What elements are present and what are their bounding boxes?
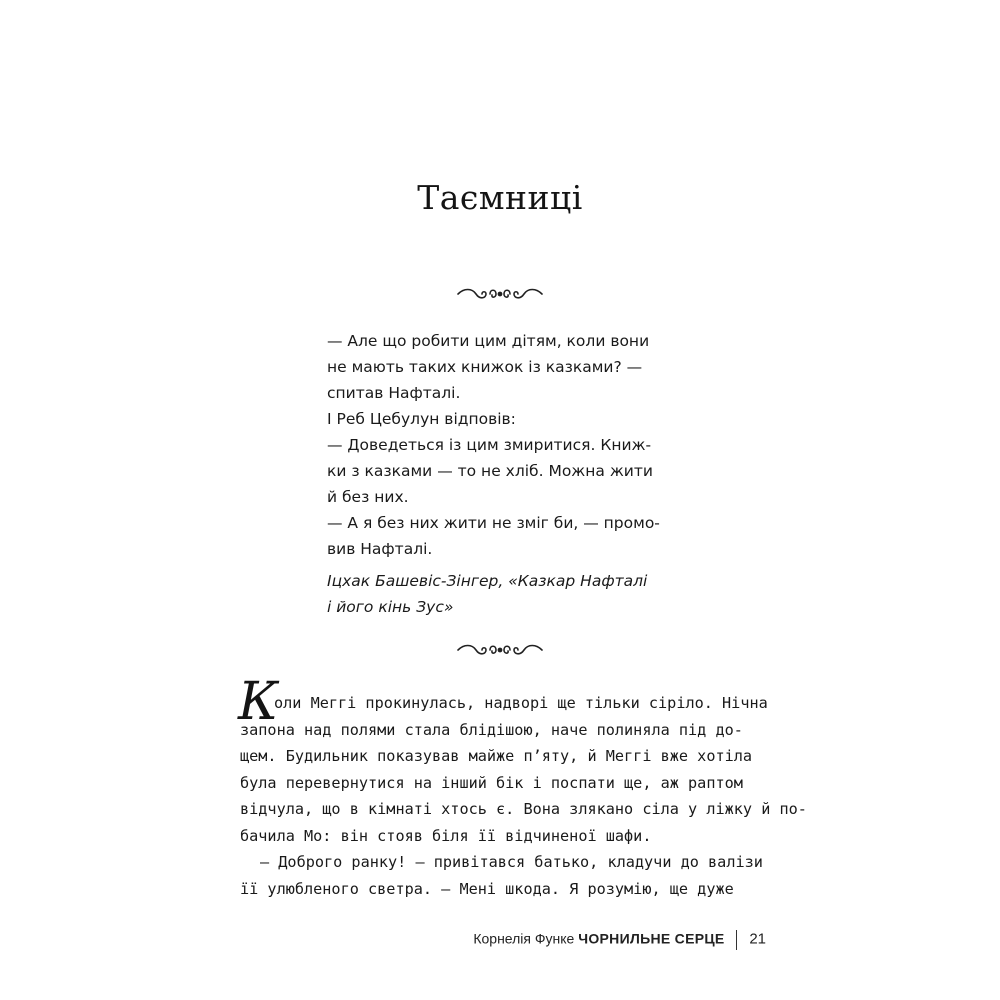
chapter-title: Таємниці bbox=[417, 178, 583, 217]
flourish-ornament-icon bbox=[450, 640, 550, 660]
body-line: — Доброго ранку! — привітався батько, кладучи до валізи bbox=[260, 853, 763, 871]
drop-cap: К bbox=[238, 672, 279, 732]
body-line: запона над полями стала блідішою, наче полиняла під до- bbox=[240, 720, 743, 739]
footer-book-title: ЧОРНИЛЬНЕ СЕРЦЕ bbox=[578, 930, 725, 947]
epigraph-line: спитав Нафталі. bbox=[327, 384, 461, 402]
footer-separator bbox=[736, 930, 737, 950]
epigraph-line: ки з казками — то не хліб. Можна жити bbox=[327, 462, 653, 480]
flourish-ornament-icon bbox=[450, 284, 550, 304]
epigraph-line: — Але що робити цим дітям, коли вони bbox=[327, 332, 650, 350]
running-footer bbox=[473, 930, 766, 950]
footer-author: Корнелія Функе bbox=[473, 930, 575, 947]
page-number: 21 bbox=[749, 930, 766, 948]
body-text bbox=[240, 690, 807, 902]
body-line: була перевернутися на інший бік і поспати ще, аж раптом bbox=[240, 773, 743, 792]
epigraph-line: І Реб Цебулун відповів: bbox=[327, 410, 516, 428]
body-line: її улюбленого светра. — Мені шкода. Я розумію, ще дуже bbox=[240, 879, 734, 898]
body-line: бачила Мо: він стояв біля її відчиненої шафи. bbox=[240, 826, 652, 845]
epigraph-line: — Доведеться із цим змиритися. Книж- bbox=[327, 436, 652, 454]
epigraph-line: й без них. bbox=[327, 488, 409, 506]
epigraph-line: — А я без них жити не зміг би, — промо- bbox=[327, 514, 660, 532]
epigraph-attribution: і його кінь Зус» bbox=[327, 598, 454, 616]
body-line: відчула, що в кімнаті хтось є. Вона злякано сіла у ліжку й по- bbox=[240, 800, 807, 818]
epigraph-line: вив Нафталі. bbox=[327, 540, 433, 558]
body-line: щем. Будильник показував майже п’яту, й Меггі вже хотіла bbox=[240, 747, 753, 765]
body-line: оли Меггі прокинулась, надворі ще тільки сіріло. Нічна bbox=[274, 694, 768, 712]
epigraph-attribution: Іцхак Башевіс-Зінгер, «Казкар Нафталі bbox=[327, 572, 648, 590]
epigraph-line: не мають таких книжок із казками? — bbox=[327, 358, 643, 376]
epigraph bbox=[327, 328, 687, 620]
